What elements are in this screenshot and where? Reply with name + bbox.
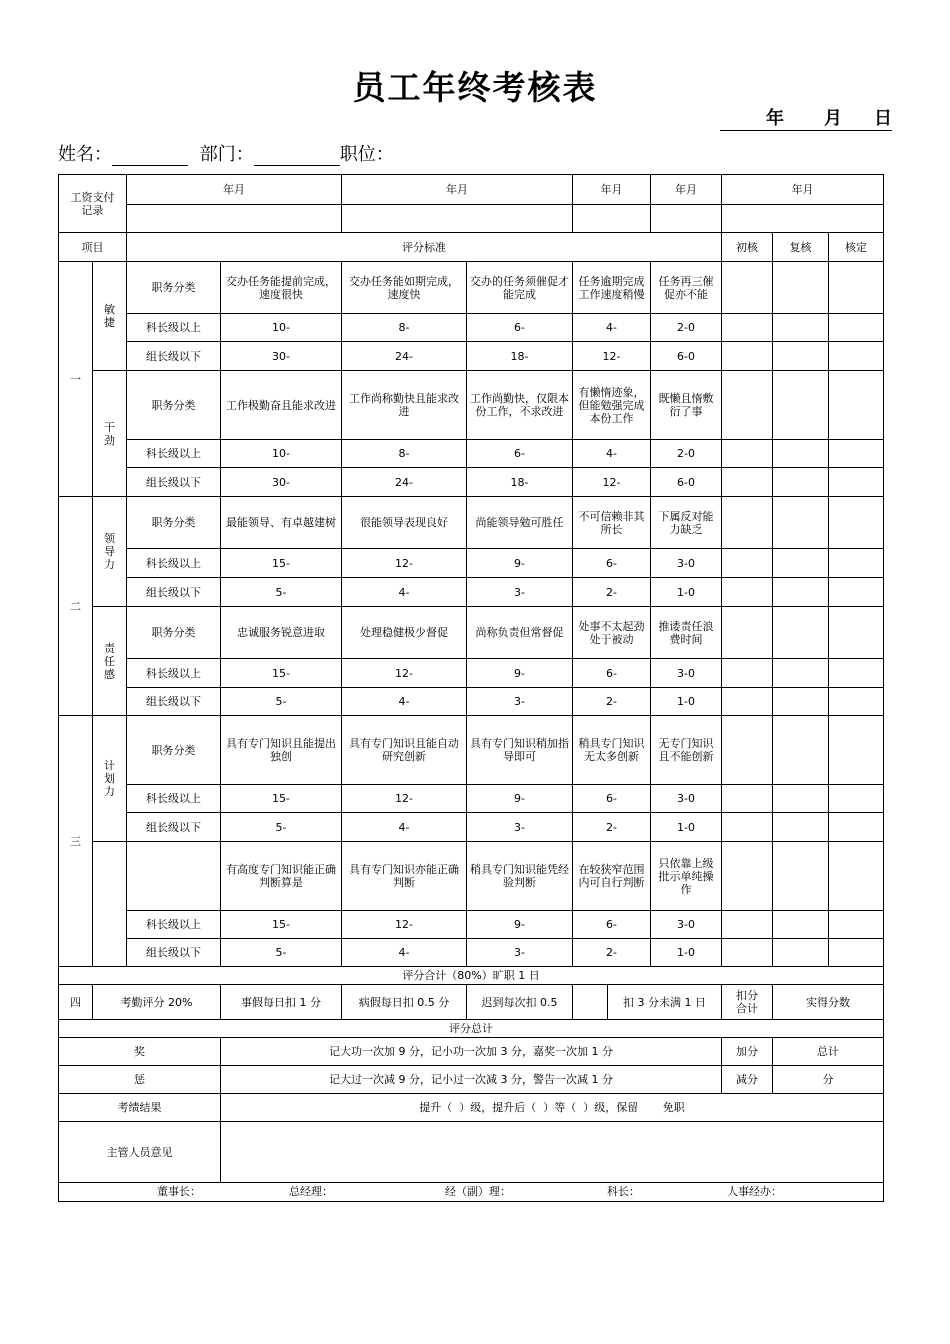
review-score[interactable] [773, 785, 829, 813]
score-cell: 3-0 [651, 785, 722, 813]
result-row [59, 1094, 884, 1122]
leadership-criteria-row [59, 497, 884, 549]
category-label: 职务分类 [127, 371, 221, 440]
diligence-label: 干 劲 [93, 371, 127, 497]
score-cell: 2- [573, 813, 651, 842]
above-label: 科长级以上 [127, 549, 221, 578]
score-cell: 12- [342, 659, 467, 688]
criteria-cell: 交办的任务须催促才能完成 [467, 262, 573, 314]
result-label: 考绩结果 [59, 1094, 221, 1122]
score-cell: 1-0 [651, 578, 722, 607]
approve-score[interactable] [829, 578, 884, 607]
leadership-above-row [59, 549, 884, 578]
criteria-cell: 任务再三催促亦不能 [651, 262, 722, 314]
section-four: 四 [59, 985, 93, 1020]
late-rule: 迟到每次扣 0.5 [467, 985, 573, 1020]
score-cell: 5- [221, 578, 342, 607]
reward-rule: 记大功一次加 9 分，记小功一次加 3 分，嘉奖一次加 1 分 [221, 1038, 722, 1066]
header-approve: 核定 [829, 233, 884, 262]
criteria-cell: 工作尚勤快，仅限本份工作，不求改进 [467, 371, 573, 440]
score-cell: 6- [573, 549, 651, 578]
review-score[interactable] [773, 314, 829, 342]
responsibility-above-row [59, 659, 884, 688]
score-cell: 15- [221, 911, 342, 939]
planning-label: 计 划 力 [93, 716, 127, 842]
score-cell: 10- [221, 314, 342, 342]
approve-score[interactable] [829, 659, 884, 688]
score-cell: 24- [342, 342, 467, 371]
criteria-cell: 稍具专门知识能凭经验判断 [467, 842, 573, 911]
below-label: 组长级以下 [127, 813, 221, 842]
criteria-cell: 下属反对能力缺乏 [651, 497, 722, 549]
initial-score[interactable] [722, 497, 773, 549]
section-one: 一 [59, 262, 93, 497]
salary-month-4: 年月 [651, 175, 722, 205]
sign-general-manager: 总经理： [289, 1185, 333, 1198]
initial-score[interactable] [722, 262, 773, 314]
score-cell: 24- [342, 468, 467, 497]
sick-leave-rule: 病假每日扣 0.5 分 [342, 985, 467, 1020]
below-label: 组长级以下 [127, 688, 221, 716]
attendance-label: 考勤评分 20% [93, 985, 221, 1020]
criteria-cell: 处理稳健极少督促 [342, 607, 467, 659]
result-text[interactable]: 提升（ ）级，提升后（ ）等（ ）级，保留 免职 [221, 1094, 884, 1122]
score-cell: 1-0 [651, 813, 722, 842]
criteria-cell: 处事不太起劲处于被动 [573, 607, 651, 659]
score-cell: 4- [573, 440, 651, 468]
sign-chairman: 董事长： [157, 1185, 201, 1198]
initial-score[interactable] [722, 716, 773, 785]
criteria-cell: 最能领导、有卓越建树 [221, 497, 342, 549]
below-label: 组长级以下 [127, 468, 221, 497]
opinion-label: 主管人员意见 [59, 1122, 221, 1183]
score-cell: 8- [342, 314, 467, 342]
approve-score[interactable] [829, 549, 884, 578]
above-label: 科长级以上 [127, 314, 221, 342]
score-cell: 6-0 [651, 468, 722, 497]
score-cell: 4- [342, 813, 467, 842]
score-cell: 12- [342, 785, 467, 813]
penalty-rule: 记大过一次减 9 分，记小过一次减 3 分，警告一次减 1 分 [221, 1066, 722, 1094]
category-label: 职务分类 [127, 607, 221, 659]
agility-above-row [59, 314, 884, 342]
opinion-row [59, 1122, 884, 1183]
criteria-cell: 任务逾期完成工作速度稍慢 [573, 262, 651, 314]
judgment-below-row [59, 939, 884, 967]
category-label-empty [127, 842, 221, 911]
initial-score[interactable] [722, 578, 773, 607]
criteria-cell: 忠诚服务锐意进取 [221, 607, 342, 659]
position-label: 职位： [339, 144, 394, 165]
score-cell: 30- [221, 468, 342, 497]
salary-value-5[interactable] [722, 205, 884, 233]
dept-field[interactable] [254, 145, 340, 166]
planning-below-row [59, 813, 884, 842]
score-cell: 6- [573, 659, 651, 688]
review-score[interactable] [773, 716, 829, 785]
salary-month-2: 年月 [342, 175, 573, 205]
header-review: 复核 [773, 233, 829, 262]
approve-score[interactable] [829, 716, 884, 785]
salary-value-4[interactable] [651, 205, 722, 233]
score-cell: 6- [467, 314, 573, 342]
sign-hr: 人事经办： [727, 1185, 782, 1198]
score-cell: 3- [467, 688, 573, 716]
score-cell: 3- [467, 578, 573, 607]
above-label: 科长级以上 [127, 911, 221, 939]
dept-label: 部门： [199, 144, 254, 165]
salary-month-1: 年月 [127, 175, 342, 205]
salary-month-5: 年月 [722, 175, 884, 205]
review-score[interactable] [773, 549, 829, 578]
subtotal-label: 评分合计（80%）旷职 1 日 [59, 967, 884, 985]
score-cell: 9- [467, 785, 573, 813]
date-day: 日 [874, 108, 892, 129]
sign-section-chief: 科长： [607, 1185, 640, 1198]
responsibility-below-row [59, 688, 884, 716]
review-score[interactable] [773, 842, 829, 911]
criteria-cell: 有高度专门知识能正确判断算是 [221, 842, 342, 911]
criteria-cell: 工作尚称勤快且能求改进 [342, 371, 467, 440]
initial-score[interactable] [722, 842, 773, 911]
above-label: 科长级以上 [127, 785, 221, 813]
actual-score-label: 实得分数 [773, 985, 884, 1020]
judgment-criteria-row [59, 842, 884, 911]
score-cell: 12- [342, 549, 467, 578]
attendance-row [59, 985, 884, 1020]
reward-total-label: 总计 [773, 1038, 884, 1066]
total-label: 评分总计 [59, 1020, 884, 1038]
score-cell: 8- [342, 440, 467, 468]
diligence-above-row [59, 440, 884, 468]
approve-score[interactable] [829, 468, 884, 497]
diligence-below-row [59, 468, 884, 497]
absence-rule: 扣 3 分未满 1 日 [573, 985, 722, 1020]
score-cell: 2-0 [651, 440, 722, 468]
above-label: 科长级以上 [127, 440, 221, 468]
salary-value-3[interactable] [573, 205, 651, 233]
review-score[interactable] [773, 440, 829, 468]
initial-score[interactable] [722, 659, 773, 688]
initial-score[interactable] [722, 785, 773, 813]
add-points-label: 加分 [722, 1038, 773, 1066]
score-cell: 12- [573, 342, 651, 371]
header-criteria: 评分标准 [127, 233, 722, 262]
planning-above-row [59, 785, 884, 813]
review-score[interactable] [773, 468, 829, 497]
criteria-cell: 交办任务能提前完成，速度很快 [221, 262, 342, 314]
review-score[interactable] [773, 578, 829, 607]
review-score[interactable] [773, 688, 829, 716]
judgment-above-row [59, 911, 884, 939]
salary-value-1[interactable] [127, 205, 342, 233]
score-cell: 15- [221, 659, 342, 688]
header-row [59, 233, 884, 262]
score-cell: 15- [221, 549, 342, 578]
score-cell: 18- [467, 468, 573, 497]
header-item: 项目 [59, 233, 127, 262]
score-cell: 18- [467, 342, 573, 371]
approve-score[interactable] [829, 607, 884, 659]
score-cell: 6- [573, 785, 651, 813]
initial-score[interactable] [722, 468, 773, 497]
below-label: 组长级以下 [127, 939, 221, 967]
opinion-field[interactable] [221, 1122, 884, 1183]
signature-row [59, 1183, 884, 1202]
salary-value-2[interactable] [342, 205, 573, 233]
section-three: 三 [59, 716, 93, 967]
initial-score[interactable] [722, 314, 773, 342]
penalty-row [59, 1066, 884, 1094]
criteria-cell: 在较狭窄范围内可自行判断 [573, 842, 651, 911]
score-cell: 15- [221, 785, 342, 813]
header-initial: 初核 [722, 233, 773, 262]
score-cell: 2- [573, 578, 651, 607]
planning-criteria-row [59, 716, 884, 785]
score-cell: 3- [467, 813, 573, 842]
initial-score[interactable] [722, 813, 773, 842]
criteria-cell: 具有专门知识稍加指导即可 [467, 716, 573, 785]
salary-month-3: 年月 [573, 175, 651, 205]
score-cell: 4- [342, 688, 467, 716]
score-cell: 12- [342, 911, 467, 939]
review-score[interactable] [773, 813, 829, 842]
approve-score[interactable] [829, 785, 884, 813]
score-cell: 12- [573, 468, 651, 497]
score-cell: 1-0 [651, 688, 722, 716]
review-score[interactable] [773, 497, 829, 549]
reward-row [59, 1038, 884, 1066]
score-cell: 2- [573, 688, 651, 716]
score-cell: 4- [573, 314, 651, 342]
approve-score[interactable] [829, 440, 884, 468]
criteria-cell: 尚能领导勉可胜任 [467, 497, 573, 549]
initial-score[interactable] [722, 549, 773, 578]
salary-value-row [59, 205, 884, 233]
signature-line [59, 1183, 884, 1202]
approve-score[interactable] [829, 911, 884, 939]
approve-score[interactable] [829, 262, 884, 314]
leadership-below-row [59, 578, 884, 607]
initial-score[interactable] [722, 939, 773, 967]
sign-manager: 经（副）理： [445, 1185, 511, 1198]
criteria-cell: 不可信赖非其所长 [573, 497, 651, 549]
score-cell: 3-0 [651, 659, 722, 688]
deduct-total-label: 扣分 合计 [722, 985, 773, 1020]
score-cell: 4- [342, 939, 467, 967]
score-cell: 5- [221, 688, 342, 716]
score-cell: 9- [467, 911, 573, 939]
total-row [59, 1020, 884, 1038]
date-year: 年 [766, 108, 784, 129]
criteria-cell: 具有专门知识且能提出独创 [221, 716, 342, 785]
above-label: 科长级以上 [127, 659, 221, 688]
score-cell: 5- [221, 813, 342, 842]
score-cell: 1-0 [651, 939, 722, 967]
criteria-cell: 工作极勤奋且能求改进 [221, 371, 342, 440]
initial-score[interactable] [722, 371, 773, 440]
salary-row [59, 175, 884, 205]
approve-score[interactable] [829, 314, 884, 342]
category-label: 职务分类 [127, 716, 221, 785]
approve-score[interactable] [829, 842, 884, 911]
score-cell: 9- [467, 659, 573, 688]
review-score[interactable] [773, 659, 829, 688]
category-label: 职务分类 [127, 497, 221, 549]
date-line [720, 104, 892, 131]
criteria-cell: 既懒且惰敷衍了事 [651, 371, 722, 440]
name-field[interactable] [112, 145, 188, 166]
approve-score[interactable] [829, 688, 884, 716]
penalty-points-label: 分 [773, 1066, 884, 1094]
score-cell: 5- [221, 939, 342, 967]
initial-score[interactable] [722, 911, 773, 939]
review-score[interactable] [773, 342, 829, 371]
leadership-label: 领 导 力 [93, 497, 127, 607]
assessment-table [58, 174, 884, 1202]
penalty-label: 惩 [59, 1066, 221, 1094]
initial-score[interactable] [722, 688, 773, 716]
score-cell: 3- [467, 939, 573, 967]
approve-score[interactable] [829, 939, 884, 967]
approve-score[interactable] [829, 371, 884, 440]
score-cell: 30- [221, 342, 342, 371]
reward-label: 奖 [59, 1038, 221, 1066]
review-score[interactable] [773, 371, 829, 440]
criteria-cell: 尚称负责但常督促 [467, 607, 573, 659]
date-month: 月 [824, 108, 842, 129]
score-cell: 3-0 [651, 911, 722, 939]
criteria-cell: 具有专门知识亦能正确判断 [342, 842, 467, 911]
agility-criteria-row [59, 262, 884, 314]
score-cell: 9- [467, 549, 573, 578]
criteria-cell: 稍具专门知识无太多创新 [573, 716, 651, 785]
diligence-criteria-row [59, 371, 884, 440]
section-two: 二 [59, 497, 93, 716]
criteria-cell: 推诿责任浪费时间 [651, 607, 722, 659]
below-label: 组长级以下 [127, 578, 221, 607]
responsibility-label: 责 任 感 [93, 607, 127, 716]
criteria-cell: 很能领导表现良好 [342, 497, 467, 549]
form-title: 员工年终考核表 [352, 68, 598, 107]
score-cell: 6-0 [651, 342, 722, 371]
initial-score[interactable] [722, 607, 773, 659]
judgment-label [93, 842, 127, 967]
salary-label: 工资支付 记录 [59, 175, 127, 233]
personal-leave-rule: 事假每日扣 1 分 [221, 985, 342, 1020]
score-cell: 10- [221, 440, 342, 468]
agility-below-row [59, 342, 884, 371]
criteria-cell: 具有专门知识且能自动研究创新 [342, 716, 467, 785]
initial-score[interactable] [722, 440, 773, 468]
review-score[interactable] [773, 939, 829, 967]
review-score[interactable] [773, 262, 829, 314]
below-label: 组长级以下 [127, 342, 221, 371]
criteria-cell: 无专门知识且不能创新 [651, 716, 722, 785]
name-label: 姓名： [58, 144, 112, 165]
review-score[interactable] [773, 607, 829, 659]
criteria-cell: 只依靠上级批示单纯操作 [651, 842, 722, 911]
score-cell: 3-0 [651, 549, 722, 578]
score-cell: 4- [342, 578, 467, 607]
responsibility-criteria-row [59, 607, 884, 659]
minus-points-label: 减分 [722, 1066, 773, 1094]
employee-info [58, 140, 394, 166]
agility-label: 敏 捷 [93, 262, 127, 371]
approve-score[interactable] [829, 342, 884, 371]
criteria-cell: 交办任务能如期完成，速度快 [342, 262, 467, 314]
category-label: 职务分类 [127, 262, 221, 314]
score-cell: 6- [467, 440, 573, 468]
score-cell: 6- [573, 911, 651, 939]
criteria-cell: 有懒惰迹象，但能勉强完成本份工作 [573, 371, 651, 440]
approve-score[interactable] [829, 813, 884, 842]
initial-score[interactable] [722, 342, 773, 371]
score-cell: 2- [573, 939, 651, 967]
score-cell: 2-0 [651, 314, 722, 342]
approve-score[interactable] [829, 497, 884, 549]
subtotal-row [59, 967, 884, 985]
review-score[interactable] [773, 911, 829, 939]
